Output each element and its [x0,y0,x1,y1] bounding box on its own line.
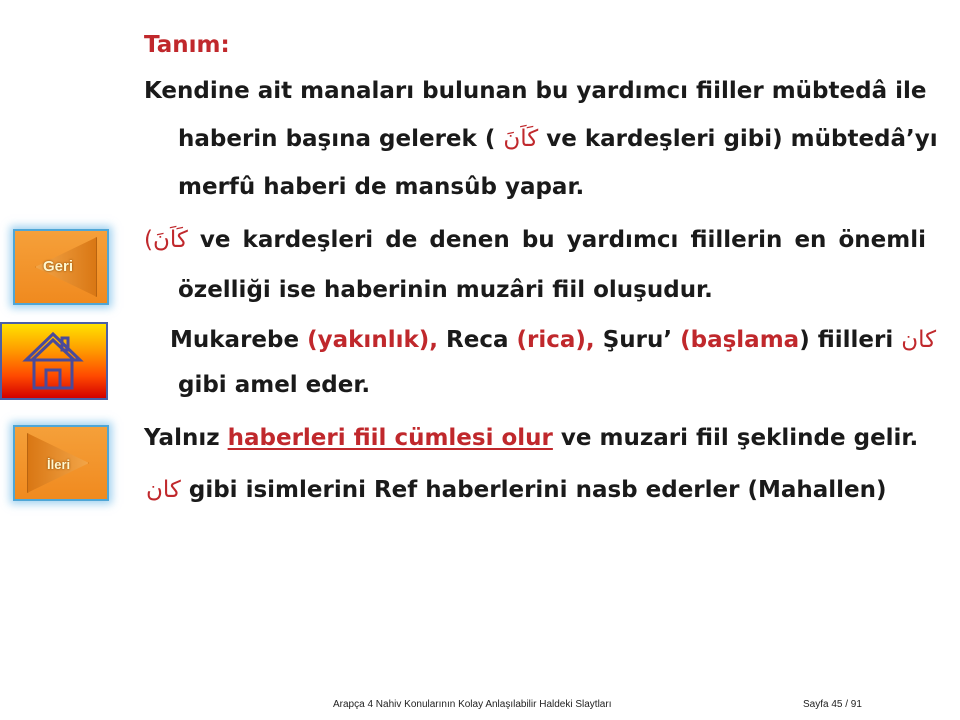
text-fragment: ve muzari fiil şeklinde gelir. [560,425,919,451]
home-button[interactable] [0,322,108,400]
next-button-label: İleri [47,457,71,472]
text-fragment: ve kardeşleri de denen bu yardımcı fiillerin en önemli [199,227,926,253]
arabic-word-kane: كان [146,477,181,503]
paragraph-3-line-1 [170,325,937,355]
paragraph-3-line-2: gibi amel eder. [178,372,371,398]
paragraph-4 [144,423,918,453]
next-button[interactable] [13,425,109,501]
text-fragment: ) fiilleri [799,327,894,353]
highlighted-phrase: haberleri fiil cümlesi olur [227,425,553,451]
text-fragment [680,327,893,353]
paragraph-1-line-3: merfû haberi de mansûb yapar. [178,174,585,200]
arabic-word-kane: (كَاَنَ [144,227,188,253]
text-fragment: Mukarebe [170,327,300,353]
text-fragment: Reca [446,327,509,353]
text-fragment: Şuru’ [602,327,673,353]
paragraph-2-line-1 [144,225,926,255]
paragraph-1-line-1: Kendine ait manaları bulunan bu yardımcı fiiller mübtedâ ile [144,78,927,104]
footer-caption: Arapça 4 Nahiv Konularının Kolay Anlaşılabilir Haldeki Slaytları [333,699,612,710]
text-fragment: (yakınlık), [307,327,439,353]
paragraph-5 [146,475,887,505]
paragraph-2-line-2: özelliği ise haberinin muzâri fiil oluşudur. [178,277,713,303]
text-fragment: Yalnız [144,425,220,451]
text-fragment: (başlama [680,327,800,353]
paragraph-1-line-2 [178,124,938,154]
text-fragment: ve kardeşleri gibi) mübtedâ’yı [546,126,938,152]
arabic-word-kane: كَاَنَ [503,126,539,152]
slide-title: Tanım: [144,32,230,58]
text-fragment: gibi isimlerini Ref haberlerini nasb ederler (Mahallen) [188,477,887,503]
page-number: Sayfa 45 / 91 [803,699,862,710]
text-fragment: (rica), [516,327,595,353]
back-button-label: Geri [43,258,74,275]
house-icon [22,330,84,392]
arabic-word-kane: كان [901,327,937,353]
back-button[interactable] [13,229,109,305]
text-fragment: haberin başına gelerek ( [178,126,496,152]
